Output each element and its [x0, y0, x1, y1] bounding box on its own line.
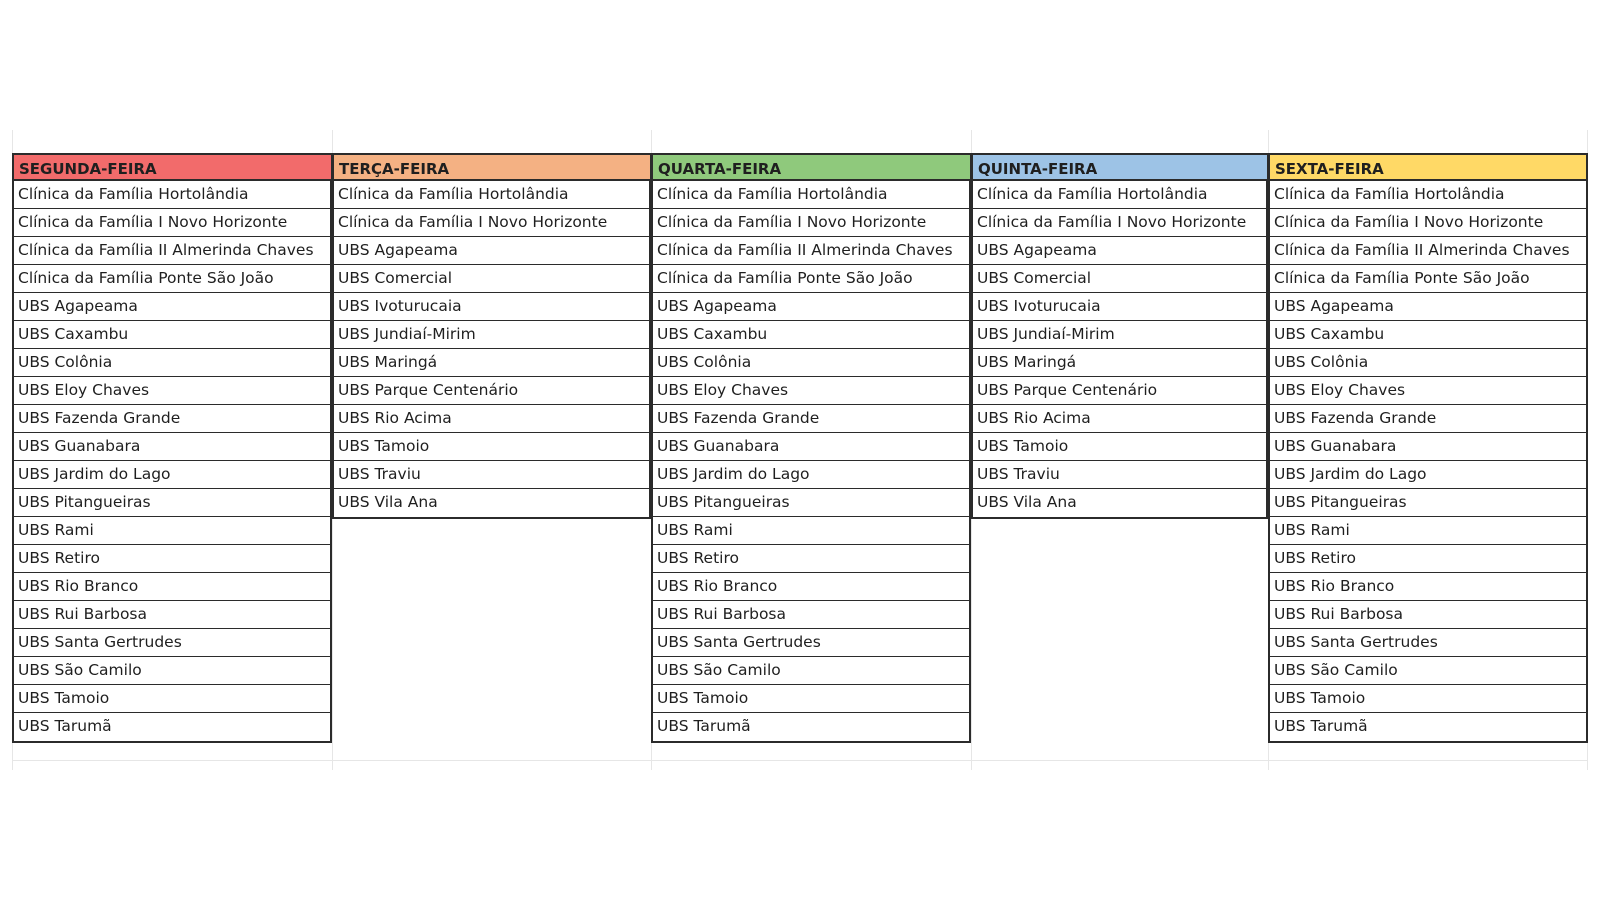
schedule-cell[interactable]: UBS Caxambu [1270, 321, 1586, 349]
schedule-cell[interactable]: UBS Tamoio [653, 685, 969, 713]
schedule-cell[interactable]: UBS Retiro [653, 545, 969, 573]
schedule-cell[interactable]: UBS Caxambu [14, 321, 330, 349]
schedule-cell[interactable]: Clínica da Família Ponte São João [653, 265, 969, 293]
schedule-cell[interactable]: UBS Rami [14, 517, 330, 545]
header-quinta-feira[interactable]: QUINTA-FEIRA [971, 153, 1268, 181]
schedule-cell[interactable]: UBS São Camilo [14, 657, 330, 685]
schedule-cell[interactable]: Clínica da Família Hortolândia [1270, 181, 1586, 209]
schedule-cell[interactable]: UBS Tarumã [653, 713, 969, 741]
schedule-cell[interactable]: UBS Santa Gertrudes [1270, 629, 1586, 657]
schedule-cell[interactable]: UBS Tamoio [973, 433, 1266, 461]
schedule-cell[interactable]: Clínica da Família Ponte São João [14, 265, 330, 293]
column-segunda-feira [12, 153, 332, 743]
schedule-cell[interactable]: UBS São Camilo [653, 657, 969, 685]
schedule-cell[interactable]: UBS Eloy Chaves [1270, 377, 1586, 405]
schedule-cell[interactable]: UBS Agapeama [653, 293, 969, 321]
schedule-cell[interactable]: UBS Eloy Chaves [653, 377, 969, 405]
schedule-cell[interactable]: UBS Santa Gertrudes [653, 629, 969, 657]
schedule-cell[interactable]: UBS São Camilo [1270, 657, 1586, 685]
schedule-cell[interactable]: UBS Parque Centenário [973, 377, 1266, 405]
schedule-cell[interactable]: Clínica da Família Hortolândia [14, 181, 330, 209]
schedule-cell[interactable]: Clínica da Família Hortolândia [653, 181, 969, 209]
schedule-cell[interactable]: UBS Agapeama [1270, 293, 1586, 321]
schedule-cell[interactable]: Clínica da Família II Almerinda Chaves [14, 237, 330, 265]
schedule-cell[interactable]: UBS Pitangueiras [653, 489, 969, 517]
schedule-cell[interactable]: UBS Fazenda Grande [653, 405, 969, 433]
schedule-cell[interactable]: UBS Colônia [1270, 349, 1586, 377]
schedule-cell[interactable]: UBS Rui Barbosa [1270, 601, 1586, 629]
schedule-cell[interactable]: UBS Pitangueiras [1270, 489, 1586, 517]
schedule-cell[interactable]: Clínica da Família II Almerinda Chaves [1270, 237, 1586, 265]
schedule-cell[interactable]: UBS Vila Ana [334, 489, 649, 517]
schedule-cell[interactable]: UBS Guanabara [1270, 433, 1586, 461]
list-quarta-feira [651, 181, 971, 743]
schedule-cell[interactable]: UBS Rami [1270, 517, 1586, 545]
schedule-cell[interactable]: UBS Agapeama [973, 237, 1266, 265]
schedule-cell[interactable]: UBS Rui Barbosa [14, 601, 330, 629]
schedule-cell[interactable]: Clínica da Família I Novo Horizonte [973, 209, 1266, 237]
column-terca-feira [332, 153, 651, 519]
schedule-cell[interactable]: UBS Caxambu [653, 321, 969, 349]
list-segunda-feira [12, 181, 332, 743]
schedule-cell[interactable]: UBS Jardim do Lago [653, 461, 969, 489]
column-quarta-feira [651, 153, 971, 743]
column-sexta-feira [1268, 153, 1588, 743]
schedule-cell[interactable]: Clínica da Família I Novo Horizonte [1270, 209, 1586, 237]
schedule-cell[interactable]: UBS Comercial [334, 265, 649, 293]
schedule-cell[interactable]: Clínica da Família Hortolândia [334, 181, 649, 209]
schedule-cell[interactable]: UBS Traviu [973, 461, 1266, 489]
schedule-cell[interactable]: UBS Rio Branco [1270, 573, 1586, 601]
schedule-cell[interactable]: UBS Rio Acima [334, 405, 649, 433]
header-sexta-feira[interactable]: SEXTA-FEIRA [1268, 153, 1588, 181]
schedule-cell[interactable]: Clínica da Família I Novo Horizonte [334, 209, 649, 237]
schedule-cell[interactable]: UBS Jardim do Lago [14, 461, 330, 489]
schedule-cell[interactable]: UBS Eloy Chaves [14, 377, 330, 405]
schedule-cell[interactable]: Clínica da Família I Novo Horizonte [653, 209, 969, 237]
schedule-cell[interactable]: UBS Jundiaí-Mirim [973, 321, 1266, 349]
schedule-cell[interactable]: UBS Ivoturucaia [334, 293, 649, 321]
schedule-cell[interactable]: UBS Parque Centenário [334, 377, 649, 405]
header-segunda-feira[interactable]: SEGUNDA-FEIRA [12, 153, 332, 181]
schedule-cell[interactable]: UBS Tarumã [1270, 713, 1586, 741]
schedule-cell[interactable]: UBS Tarumã [14, 713, 330, 741]
schedule-cell[interactable]: Clínica da Família I Novo Horizonte [14, 209, 330, 237]
weekly-schedule-table [12, 153, 1588, 743]
schedule-cell[interactable]: UBS Tamoio [1270, 685, 1586, 713]
schedule-cell[interactable]: UBS Traviu [334, 461, 649, 489]
header-quarta-feira[interactable]: QUARTA-FEIRA [651, 153, 971, 181]
schedule-cell[interactable]: UBS Santa Gertrudes [14, 629, 330, 657]
column-quinta-feira [971, 153, 1268, 519]
schedule-cell[interactable]: UBS Guanabara [14, 433, 330, 461]
schedule-cell[interactable]: UBS Rio Acima [973, 405, 1266, 433]
schedule-cell[interactable]: UBS Pitangueiras [14, 489, 330, 517]
schedule-cell[interactable]: UBS Rui Barbosa [653, 601, 969, 629]
schedule-cell[interactable]: UBS Comercial [973, 265, 1266, 293]
schedule-cell[interactable]: UBS Retiro [1270, 545, 1586, 573]
schedule-cell[interactable]: UBS Ivoturucaia [973, 293, 1266, 321]
schedule-cell[interactable]: Clínica da Família Ponte São João [1270, 265, 1586, 293]
schedule-cell[interactable]: UBS Rami [653, 517, 969, 545]
schedule-cell[interactable]: UBS Tamoio [334, 433, 649, 461]
schedule-cell[interactable]: UBS Rio Branco [653, 573, 969, 601]
list-sexta-feira [1268, 181, 1588, 743]
gridline [12, 760, 1588, 761]
schedule-cell[interactable]: UBS Jundiaí-Mirim [334, 321, 649, 349]
schedule-cell[interactable]: UBS Maringá [334, 349, 649, 377]
schedule-cell[interactable]: UBS Fazenda Grande [1270, 405, 1586, 433]
schedule-cell[interactable]: UBS Colônia [14, 349, 330, 377]
schedule-cell[interactable]: UBS Maringá [973, 349, 1266, 377]
schedule-cell[interactable]: UBS Agapeama [334, 237, 649, 265]
header-terca-feira[interactable]: TERÇA-FEIRA [332, 153, 651, 181]
schedule-cell[interactable]: UBS Jardim do Lago [1270, 461, 1586, 489]
schedule-cell[interactable]: UBS Colônia [653, 349, 969, 377]
schedule-cell[interactable]: UBS Agapeama [14, 293, 330, 321]
schedule-cell[interactable]: Clínica da Família II Almerinda Chaves [653, 237, 969, 265]
schedule-cell[interactable]: Clínica da Família Hortolândia [973, 181, 1266, 209]
schedule-cell[interactable]: UBS Fazenda Grande [14, 405, 330, 433]
schedule-cell[interactable]: UBS Vila Ana [973, 489, 1266, 517]
list-terca-feira [332, 181, 651, 519]
list-quinta-feira [971, 181, 1268, 519]
schedule-cell[interactable]: UBS Tamoio [14, 685, 330, 713]
schedule-cell[interactable]: UBS Rio Branco [14, 573, 330, 601]
schedule-cell[interactable]: UBS Retiro [14, 545, 330, 573]
schedule-cell[interactable]: UBS Guanabara [653, 433, 969, 461]
